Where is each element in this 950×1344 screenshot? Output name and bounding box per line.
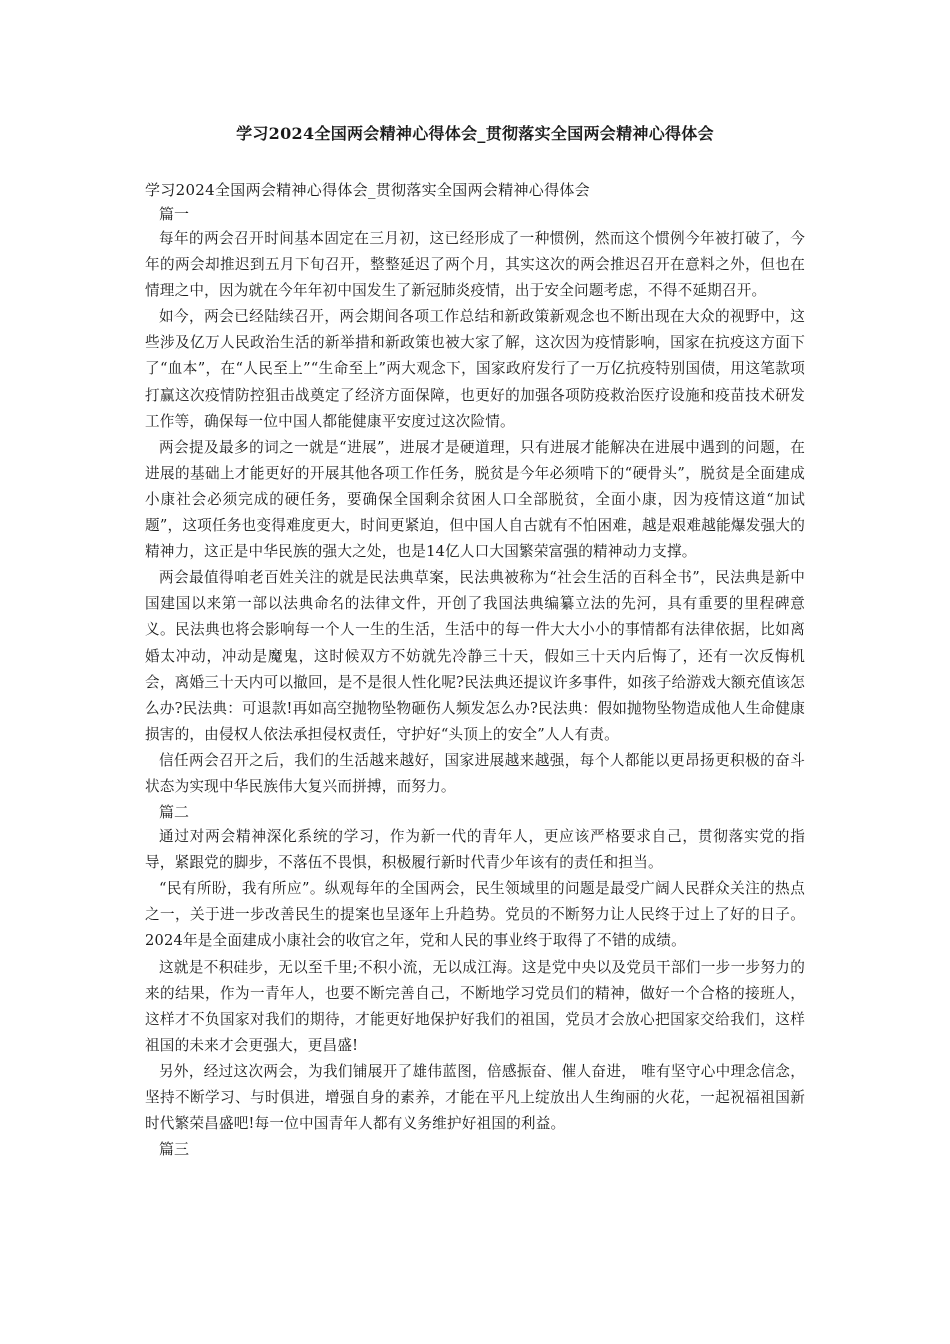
section-3	[145, 1137, 805, 1161]
paragraph: 这就是不积硅步，无以至千里;不积小流，无以成江海。这是党中央以及党员干部们一步一步努力的来的结果，作为一青年人，也要不断完善自己，不断地学习党员们的精神，做好一个合格的接班人，这样才不负国家对我们的期待，才能更好地保护好我们的祖国，党员才会放心把国家交给我们，这样祖国的未来才会更强大，更昌盛!	[145, 958, 805, 1054]
paragraph: 另外，经过这次两会，为我们铺展开了雄伟蓝图，倍感振奋、催人奋进， 唯有坚守心中理念信念，坚持不断学习、与时俱进，增强自身的素养，才能在平凡上绽放出人生绚丽的火花，一起祝福祖国新时代繁荣昌盛吧!每一位中国青年人都有义务维护好祖国的利益。	[145, 1062, 805, 1133]
paragraph: 每年的两会召开时间基本固定在三月初，这已经形成了一种惯例，然而这个惯例今年被打破了，今年的两会却推迟到五月下旬召开，整整延迟了两个月，其实这次的两会推迟召开在意料之外，但也在情理之中，因为就在今年年初中国发生了新冠肺炎疫情，出于安全问题考虑，不得不延期召开。	[145, 230, 805, 300]
section-heading: 篇二	[159, 803, 190, 822]
paragraph: 通过对两会精神深化系统的学习，作为新一代的青年人，更应该严格要求自己，贯彻落实党的指导，紧跟党的脚步，不落伍不畏惧，积极履行新时代青少年该有的责任和担当。	[145, 828, 805, 872]
paragraph: 信任两会召开之后，我们的生活越来越好，国家进展越来越强，每个人都能以更昂扬更积极的奋斗状态为实现中华民族伟大复兴而拼搏，而努力。	[145, 751, 805, 795]
paragraph: 两会最值得咱老百姓关注的就是民法典草案，民法典被称为“社会生活的百科全书”，民法典是新中国建国以来第一部以法典命名的法律文件，开创了我国法典编纂立法的先河，具有重要的里程碑意义。民法典也将会影响每一个人一生的生活，生活中的每一件大大小小的事情都有法律依据，比如离婚太冲动，冲动是魔鬼，这时候双方不妨就先冷静三十天，假如三十天内后悔了，还有一次反悔机会，离婚三十天内可以撤回，是不是很人性化呢?民法典还提议许多事件，如孩子给游戏大额充值该怎么办?民法典：可退款!再如高空抛物坠物砸伤人频发怎么办?民法典：假如抛物坠物造成他人生命健康损害的，由侵权人依法承担侵权责任，守护好“头顶上的安全”人人有责。	[145, 569, 805, 743]
section-1	[145, 202, 805, 800]
section-heading: 篇三	[159, 1140, 190, 1159]
section-2	[145, 800, 805, 1137]
paragraph: 两会提及最多的词之一就是“进展”，进展才是硬道理，只有进展才能解决在进展中遇到的问题，在进展的基础上才能更好的开展其他各项工作任务，脱贫是今年必须啃下的“硬骨头”，脱贫是全面建成小康社会必须完成的硬任务，要确保全国剩余贫困人口全部脱贫，全面小康，因为疫情这道“加试题”，这项任务也变得难度更大，时间更紧迫，但中国人自古就有不怕困难，越是艰难越能爆发强大的精神力，这正是中华民族的强大之处，也是14亿人口大国繁荣富强的精神动力支撑。	[145, 438, 805, 561]
paragraph: “民有所盼，我有所应”。纵观每年的全国两会，民生领域里的问题是最受广阔人民群众关注的热点之一，关于进一步改善民生的提案也呈逐年上升趋势。党员的不断努力让人民终于过上了好的日子。2024年是全面建成小康社会的收官之年，党和人民的事业终于取得了不错的成绩。	[145, 880, 805, 950]
document-title: 学习2024全国两会精神心得体会_贯彻落实全国两会精神心得体会	[236, 124, 714, 143]
document-subtitle: 学习2024全国两会精神心得体会_贯彻落实全国两会精神心得体会	[145, 181, 590, 199]
paragraph: 如今，两会已经陆续召开，两会期间各项工作总结和新政策新观念也不断出现在大众的视野中，这些涉及亿万人民政治生活的新举措和新政策也被大家了解，这次因为疫情影响，国家在抗疫这方面下了“血本”，在“人民至上”“生命至上”两大观念下，国家政府发行了一万亿抗疫特别国债，用这笔款项打赢这次疫情防控狙击战奠定了经济方面保障，也更好的加强各项防疫救治医疗设施和疫苗技术研发工作等，确保每一位中国人都能健康平安度过这次险情。	[145, 308, 805, 430]
section-heading: 篇一	[159, 205, 190, 223]
